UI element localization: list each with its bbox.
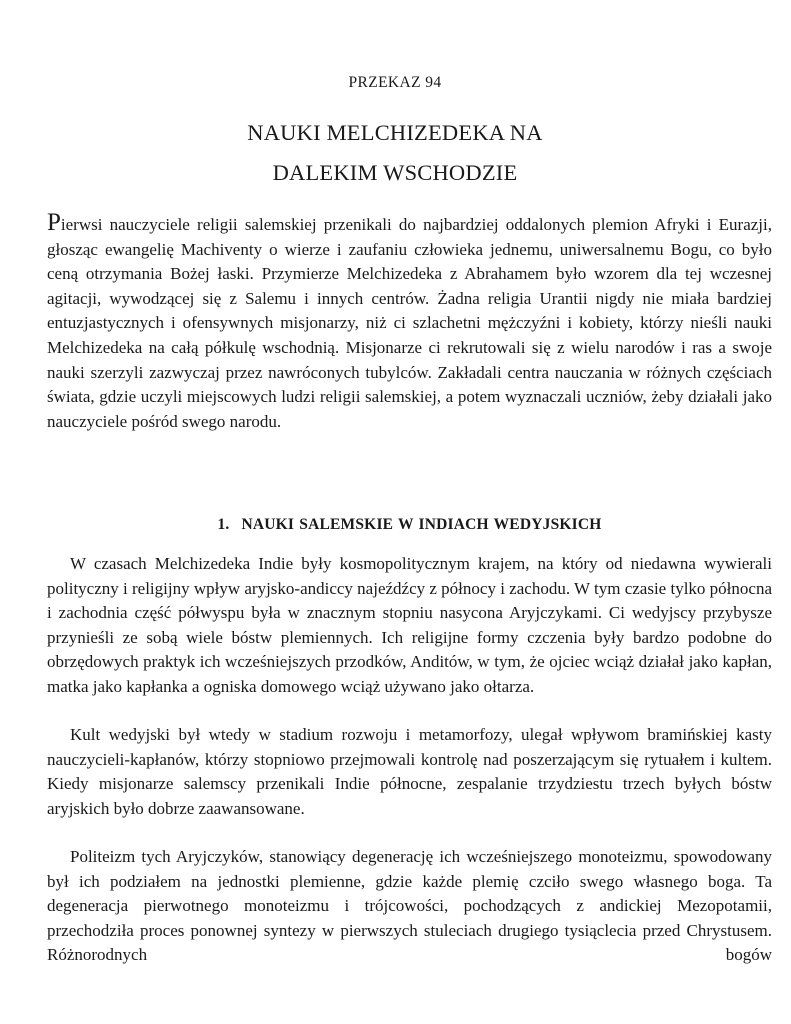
section-paragraph-1: W czasach Melchizedeka Indie były kosmopolitycznym krajem, na który od niedawna wywierali polityczny i religijny wpływ aryjsko-andiccy najeźdźcy z północy i zachodu. W tym czasie tylko północna i zachodnia część półwyspu była w znacznym stopniu nasycona Aryjczykami. Ci wedyjscy przybysze przynieśli ze sobą wiele bóstw plemiennych. Ich religijne formy czczenia były bardzo podobne do obrzędowych praktyk ich wcześniejszych przodków, Anditów, w tym, że ojciec wciąż działał jako kapłan, matka jako kapłanka a ogniska domowego wciąż używano jako ołtarza. [47,554,772,696]
intro-paragraph [47,209,772,434]
paper-title [47,113,743,193]
section-paragraph-3: Politeizm tych Aryjczyków, stanowiący degenerację ich wcześniejszego monoteizmu, spowodowany był ich podziałem na jednostki plemienne, gdzie każde plemię czciło swego własnego boga. Ta degeneracja pierwotnego monoteizmu i trójcowości, pochodzących z andickiej Mezopotamii, przechodziła proces ponownej syntezy w pierwszych stuleciach drugiego tysiąclecia przed Chrystusem. Różnorodnych bogów [47,847,772,965]
section-paragraph-2: Kult wedyjski był wtedy w stadium rozwoju i metamorfozy, ulegał wpływom bramińskiej kasty nauczycieli-kapłanów, którzy stopniowo przejmowali kontrolę nad poszerzającym się rytuałem i kultem. Kiedy misjonarze salemscy przenikali Indie północne, zespalanie trzydziestu trzech byłych bóstw aryjskich było dobrze zaawansowane. [47,725,772,818]
section-heading [47,516,772,534]
section-title: NAUKI SALEMSKIE W INDIACH WEDYJSKICH [241,516,602,533]
drop-cap: P [47,209,61,236]
section-number: 1. [217,516,230,533]
paper-title-line-1: NAUKI MELCHIZEDEKA NA [247,120,543,145]
paper-number: PRZEKAZ 94 [348,74,442,91]
paper-title-line-2: DALEKIM WSCHODZIE [272,160,518,185]
intro-text: ierwsi nauczyciele religii salemskiej przenikali do najbardziej oddalonych plemion Afryki i Eurazji, głosząc ewangelię Machiventy o wierze i zaufaniu człowieka jednemu, uniwersalnemu Bogu, co było ceną otrzymania Bożej łaski. Przymierze Melchizedeka z Abrahamem było wzorem dla tej wczesnej agitacji, wywodzącej się z Salemu i innych centrów. Żadna religia Urantii nigdy nie miała bardziej entuzjastycznych i ofensywnych misjonarzy, niż ci szlachetni mężczyźni i kobiety, którzy nieśli nauki Melchizedeka na całą półkulę wschodnią. Misjonarze ci rekrutowali się z wielu narodów i ras a swoje nauki szerzyli zazwyczaj przez nawróconych tubylców. Zakładali centra nauczania w różnych częściach świata, gdzie uczyli miejscowych ludzi religii salemskiej, a potem wyznaczali uczniów, żeby działali jako nauczyciele pośród swego narodu. [47,215,772,431]
